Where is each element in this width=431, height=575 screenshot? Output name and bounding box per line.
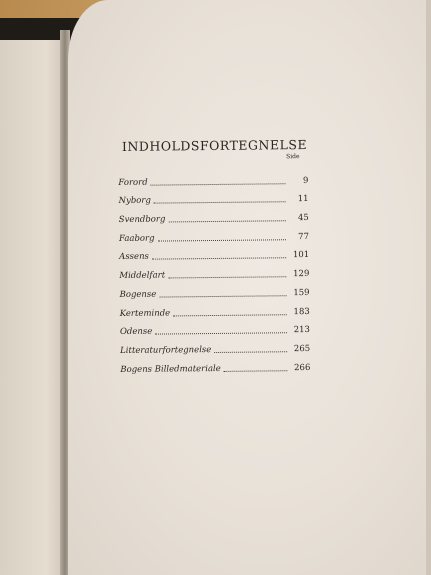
toc-entry-page: 213 xyxy=(293,325,310,336)
toc-entry-label: Faaborg xyxy=(118,233,155,244)
toc-entry-label: Bogens Billedmateriale xyxy=(120,363,221,375)
toc-entry-page: 45 xyxy=(297,213,309,224)
toc-entry xyxy=(119,260,309,281)
toc-entry-label: Litteraturfortegnelse xyxy=(120,344,212,356)
toc-entry-label: Middelfart xyxy=(119,270,166,282)
dot-leader xyxy=(152,258,286,260)
toc-entry xyxy=(120,335,310,356)
toc-entry-page: 9 xyxy=(302,175,309,186)
dot-leader xyxy=(155,332,287,334)
toc-entry-page: 129 xyxy=(293,269,310,280)
page-edge xyxy=(426,0,431,575)
toc-entry-page: 77 xyxy=(298,231,310,242)
toc-entry-label: Bogense xyxy=(119,289,157,300)
dot-leader xyxy=(158,239,286,241)
toc-entry-page: 265 xyxy=(293,343,311,355)
toc-entry xyxy=(120,354,310,375)
toc-entry-page: 183 xyxy=(293,306,310,317)
toc-entry-label: Odense xyxy=(119,326,153,338)
toc-entry xyxy=(119,279,309,300)
toc-entry-label: Nyborg xyxy=(118,196,151,207)
dot-leader xyxy=(154,202,286,204)
toc-entry-label: Assens xyxy=(119,252,149,263)
dot-leader xyxy=(168,276,286,278)
table-of-contents xyxy=(118,137,311,375)
dot-leader xyxy=(151,183,286,185)
left-page xyxy=(0,40,66,575)
toc-entry-label: Forord xyxy=(118,177,148,188)
dot-leader xyxy=(173,314,287,316)
toc-entry-page: 159 xyxy=(293,287,310,298)
toc-entry-label: Svendborg xyxy=(118,214,166,226)
toc-entries xyxy=(118,167,310,375)
toc-entry xyxy=(120,316,310,337)
toc-title: INDHOLDSFORTEGNELSE xyxy=(121,137,308,154)
dot-leader xyxy=(224,370,288,372)
toc-entry xyxy=(118,186,308,207)
toc-entry-page: 101 xyxy=(292,250,310,261)
toc-entry-label: Kerteminde xyxy=(119,307,171,319)
toc-entry xyxy=(120,298,310,319)
toc-entry xyxy=(118,167,308,188)
toc-entry xyxy=(119,223,309,244)
side-column-label: Side xyxy=(286,153,300,161)
toc-entry-page: 266 xyxy=(294,362,311,373)
toc-entry xyxy=(119,204,309,225)
toc-entry xyxy=(119,242,309,263)
toc-entry-page: 11 xyxy=(297,194,309,205)
dot-leader xyxy=(214,351,287,353)
dot-leader xyxy=(159,295,286,297)
dot-leader xyxy=(168,220,285,222)
